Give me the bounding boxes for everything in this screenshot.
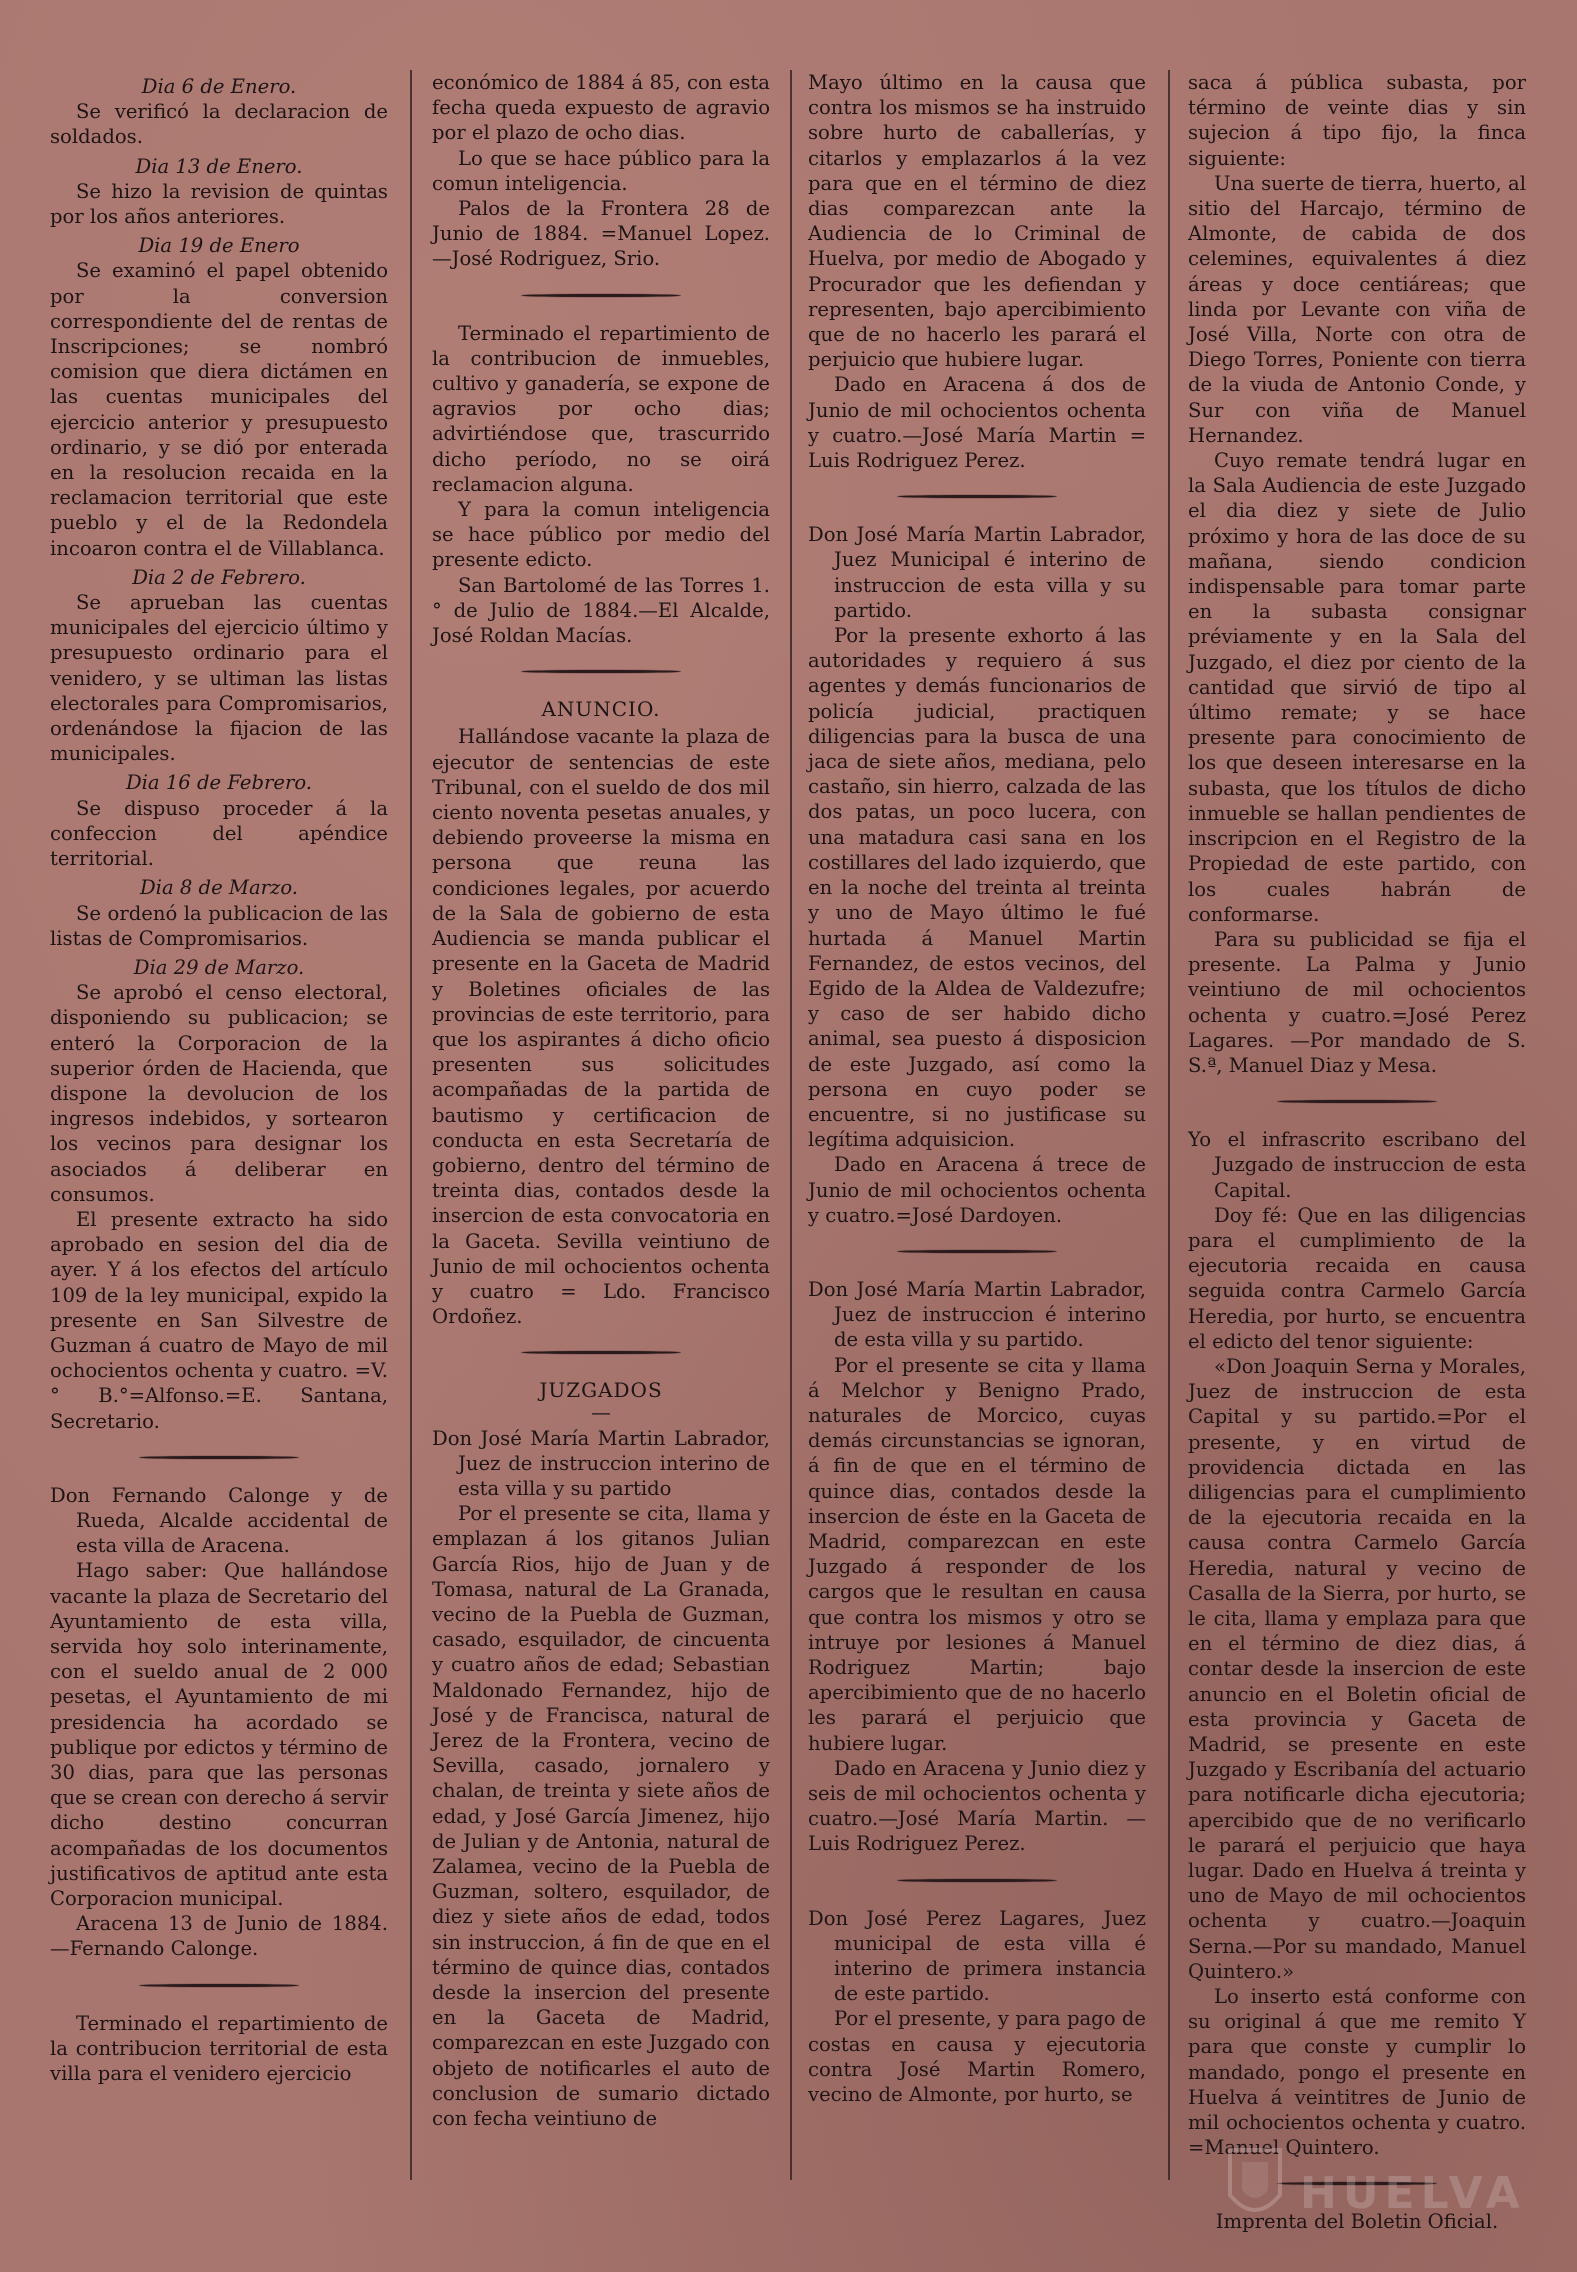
column-2 — [432, 70, 770, 2131]
section-separator — [1277, 1100, 1437, 1103]
column-4 — [1188, 70, 1526, 2235]
entry-date: Dia 2 de Febrero. — [132, 565, 306, 589]
column-3 — [808, 70, 1146, 2107]
notice-body: Por el presente se cita y llama á Melchor y Benigno Prado, naturales de Morcico, cuyas demás circunstancias se ignoran, á fin de que en el término de quince dias, contados desde la insercion de éste en la Gaceta de Madrid, comparezcan en este Juzgado á responder de los cargos que le resultan en causa que contra los mismos y otro se intruye por lesiones á Manuel Rodriguez Martin; bajo apercibimiento que de no hacerlo les parará el perjuicio que hubiere lugar. — [808, 1353, 1146, 1755]
notice-heading: Don José María Martin Labrador, Juez de instruccion é interino de esta villa y su partido. — [808, 1277, 1146, 1352]
notice-heading: Don José María Martin Labrador, Juez de instruccion interino de esta villa y su partido — [432, 1426, 770, 1500]
entry-text: Se verificó la declaracion de soldados. — [50, 100, 388, 149]
section-separator — [139, 1456, 299, 1459]
entry-text: Se hizo la revision de quintas por los años anteriores. — [50, 179, 388, 229]
section-separator — [897, 1250, 1057, 1253]
notice-signature: Para su publicidad se fija el presente. La Palma y Junio veintiuno de mil ochocientos ochenta y cuatro.=José Perez Lagares. —Por mandado de S. S.ª, Manuel Diaz y Mesa. — [1188, 927, 1526, 1077]
section-separator — [521, 1351, 681, 1354]
notice-body: Hago saber: Que hallándose vacante la plaza de Secretario del Ayuntamiento de esta villa, servida hoy solo interinamente, con el sueldo anual de 2 000 pesetas, el Ayuntamiento de mi presidencia ha acordado se publique por edictos y término de 30 dias, para que las personas que se crean con derecho á servir dicho destino concurran acompañadas de los documentos justificativos de aptitud ante esta Corporacion municipal. — [50, 1559, 388, 1911]
notice-body: Por el presente, y para pago de costas en causa y ejecutoria contra José Martin Romero, vecino de Almonte, por hurto, se — [808, 2007, 1146, 2107]
newspaper-page — [40, 70, 1540, 2234]
notice-signature: Dado en Aracena á trece de Junio de mil ochocientos ochenta y cuatro.=José Dardoyen. — [808, 1153, 1146, 1227]
notice-heading: Don José Perez Lagares, Juez municipal de esta villa é interino de primera instancia de este partido. — [808, 1906, 1146, 2006]
entry-text: Se examinó el papel obtenido por la conversion correspondiente del de rentas de Inscripciones; se nombró comision que diera dictámen en las cuentas municipales del ejercicio anterior y presupuesto ordinario, y se dió por enterada en la resolucion recaida en la reclamacion territorial que este pueblo y el de la Redondela incoaron contra el de Villablanca. — [50, 259, 388, 560]
notice-body: Doy fé: Que en las diligencias para el cumplimiento de la ejecutoria recaida en causa seguida contra Carmelo García Heredia, por hurto, se encuentra el edicto del tenor siguiente: — [1188, 1203, 1526, 1353]
column-rule — [1168, 70, 1170, 2180]
entry-date: Dia 13 de Enero. — [135, 154, 303, 178]
notice-signature: Dado en Aracena á dos de Junio de mil ochocientos ochenta y cuatro.—José María Martin = Luis Rodriguez Perez. — [808, 373, 1146, 473]
notice-body: Por el presente se cita, llama y emplazan á los gitanos Julian García Rios, hijo de Juan y de Tomasa, natural de La Granada, vecino de la Puebla de Guzman, casado, esquilador, de cincuenta y cuatro años de edad; Sebastian Maldonado Fernandez, hijo de José y de Francisca, natural de Jerez de la Frontera, vecino de Sevilla, casado, jornalero y chalan, de treinta y siete años de edad, y José García Jimenez, hijo de Julian y de Antonia, natural de Zalamea, vecino de la Puebla de Guzman, soltero, esquilador, de diez y siete años de edad, todos sin instruccion, á fin de que en el término de quince dias, contados desde la insercion del presente en la Gaceta de Madrid, comparezcan en este Juzgado con objeto de notificarles el auto de conclusion de sumario dictado con fecha veintiuno de — [432, 1502, 770, 2131]
entry-text: Se dispuso proceder á la confeccion del apéndice territorial. — [50, 796, 388, 871]
entry-text: Se ordenó la publicacion de las listas de Compromisarios. — [50, 901, 388, 950]
notice-signature: Dado en Aracena y Junio diez y seis de mil ochocientos ochenta y cuatro.—José María Martin. —Luis Rodriguez Perez. — [808, 1756, 1146, 1856]
notice-heading: Don Fernando Calonge y de Rueda, Alcalde accidental de esta villa de Aracena. — [50, 1483, 388, 1558]
notice-body: económico de 1884 á 85, con esta fecha queda expuesto de agravio por el plazo de ocho dias. — [432, 71, 770, 145]
notice-body: Lo que se hace público para la comun inteligencia. — [432, 146, 770, 195]
provincial-seal-icon — [1220, 2140, 1526, 2230]
column-rule — [410, 70, 412, 2180]
entry-date: Dia 8 de Marzo. — [139, 876, 299, 900]
notice-body: Terminado el repartimiento de la contribucion territorial de esta villa para el venidero ejercicio — [50, 2011, 388, 2086]
section-heading-anuncio: ANUNCIO. — [541, 697, 661, 722]
section-separator — [139, 1984, 299, 1987]
heading-dash: — — [591, 1400, 611, 1424]
notice-quote: «Don Joaquin Serna y Morales, Juez de instruccion de esta Capital y su partido.=Por el presente, y en virtud de providencia dictada en las diligencias para el cumplimiento de la ejecutoria recaida en la causa contra Carmelo García Heredia, natural y vecino de Casalla de la Sierra, por hurto, se le cita, llama y emplaza para que en el término de diez dias, á contar desde la insercion de este anuncio en el Boletin oficial de esta provincia y Gaceta de Madrid, se presente en este Juzgado y Escribanía del actuario para notificarle dicha ejecutoria; apercibido que de no verificarlo le parará el perjuicio que haya lugar. Dado en Huelva á treinta y uno de Mayo de mil ochocientos ochenta y cuatro.—Joaquin Serna.—Por su mandado, Manuel Quintero.» — [1188, 1354, 1526, 1983]
entry-date: Dia 19 de Enero — [138, 234, 300, 258]
notice-body: Una suerte de tierra, huerto, al sitio del Harcajo, término de Almonte, de cabida de dos celemines, equivalentes á diez áreas y doce centiáreas; que linda por Levante con viña de José Villa, Norte con otra de Diego Torres, Poniente con tierra de la viuda de Antonio Conde, y Sur con viña de Manuel Hernandez. — [1188, 171, 1526, 447]
entry-text: Se aprueban las cuentas municipales del ejercicio último y presupuesto ordinario para el venidero, y se ultiman las listas electorales para Compromisarios, ordenándose la fijacion de las municipales. — [50, 591, 388, 766]
notice-body: Por la presente exhorto á las autoridades y requiero á sus agentes y demás funcionarios de policía judicial, practiquen diligencias para la busca de una jaca de siete años, mediana, pelo castaño, sin hierro, calzada de las dos patas, un poco lucera, con una matadura casi sana en los costillares del lado izquierdo, que en la noche del treinta al treinta y uno de Mayo último le fué hurtada á Manuel Martin Fernandez, de estos vecinos, del Egido de la Aldea de Valdezufre; y caso de ser habido dicho animal, sea puesto á disposicion de este Juzgado, así como la persona en cuyo poder se encuentre, si no justificase su legítima adquisicion. — [808, 624, 1146, 1152]
notice-body: Terminado el repartimiento de la contribucion de inmuebles, cultivo y ganadería, se expone de agravios por ocho dias; advirtiéndose que, trascurrido dicho período, no se oirá reclamacion alguna. — [432, 321, 770, 496]
printer-imprint: Imprenta del Boletin Oficial. — [1215, 2210, 1499, 2234]
notice-signature: San Bartolomé de las Torres 1.° de Julio de 1884.—El Alcalde, José Roldan Macías. — [432, 573, 770, 648]
section-separator — [897, 495, 1057, 498]
section-separator — [897, 1879, 1057, 1882]
section-separator — [521, 670, 681, 673]
notice-signature: Palos de la Frontera 28 de Junio de 1884. =Manuel Lopez. —José Rodriguez, Srio. — [432, 197, 770, 271]
notice-body: Mayo último en la causa que contra los mismos se ha instruido sobre hurto de caballerías, y citarlos y emplazarlos á la vez para que en el término de diez dias comparezcan ante la Audiencia de lo Criminal de Huelva, por medio de Abogado y Procurador que les defiendan y representen, bajo apercibimiento que de no hacerlo les parará el perjuicio que hubiere lugar. — [808, 71, 1146, 372]
section-separator — [521, 294, 681, 297]
notice-signature: Aracena 13 de Junio de 1884. —Fernando Calonge. — [50, 1912, 388, 1961]
column-1 — [50, 70, 388, 2086]
column-rule — [790, 70, 792, 2180]
notice-body: saca á pública subasta, por término de veinte dias y sin sujecion á tipo fijo, la finca siguiente: — [1188, 71, 1526, 170]
extract-closing: El presente extracto ha sido aprobado en sesion del dia de ayer. Y á los efectos del artículo 109 de la ley municipal, expido la presente en San Silvestre de Guzman á cuatro de Mayo de mil ochocientos ochenta y cuatro. =V.° B.°=Alfonso.=E. Santana, Secretario. — [50, 1207, 388, 1433]
entry-date: Dia 29 de Marzo. — [133, 955, 305, 979]
seal-text: HUELVA — [1300, 2168, 1526, 2219]
section-heading-juzgados: JUZGADOS — [539, 1378, 663, 1403]
entry-text: Se aprobó el censo electoral, disponiendo su publicacion; se enteró la Corporacion de la superior órden de Hacienda, que dispone la devolucion de los ingresos indebidos, y sortearon los vecinos para designar los asociados á deliberar en consumos. — [50, 981, 388, 1206]
notice-body: Y para la comun inteligencia se hace público por medio del presente edicto. — [432, 498, 770, 572]
entry-date: Dia 16 de Febrero. — [125, 771, 313, 795]
notice-signature: Lo inserto está conforme con su original á que me remito Y para que conste y cumplir lo mandado, pongo el presente en Huelva á veintitres de Junio de mil ochocientos ochenta y cuatro. =Manuel Quintero. — [1188, 1985, 1526, 2160]
notice-body: Cuyo remate tendrá lugar en la Sala Audiencia de este Juzgado el dia diez y siete de Julio próximo y hora de las doce de su mañana, siendo condicion indispensable para tomar parte en la subasta consignar préviamente y en la Sala del Juzgado, el diez por ciento de la cantidad que sirvió de tipo al último remate; y se hace presente para conocimiento de los que deseen interesarse en la subasta, que los títulos de dicho inmueble se hallan pendientes de inscripcion en el Registro de la Propiedad de este partido, con los cuales habrán de conformarse. — [1188, 449, 1526, 926]
notice-heading: Yo el infrascrito escribano del Juzgado de instruccion de esta Capital. — [1188, 1128, 1526, 1202]
notice-body: Hallándose vacante la plaza de ejecutor de sentencias de este Tribunal, con el sueldo de dos mil ciento noventa pesetas anuales, y debiendo proveerse la misma en persona que reuna las condiciones legales, por acuerdo de la Sala de gobierno de esta Audiencia se manda publicar el presente en la Gaceta de Madrid y Boletines oficiales de las provincias de este territorio, para que los aspirantes á dicho oficio presenten sus solicitudes acompañadas de la partida de bautismo y certificacion de conducta en esta Secretaría de gobierno, dentro del término de treinta dias, contados desde la insercion de esta convocatoria en la Gaceta. Sevilla veintiuno de Junio de mil ochocientos ochenta y cuatro = Ldo. Francisco Ordoñez. — [432, 725, 770, 1329]
notice-heading: Don José María Martin Labrador, Juez Municipal é interino de instruccion de esta villa y su partido. — [808, 523, 1146, 622]
entry-date: Dia 6 de Enero. — [141, 75, 297, 98]
